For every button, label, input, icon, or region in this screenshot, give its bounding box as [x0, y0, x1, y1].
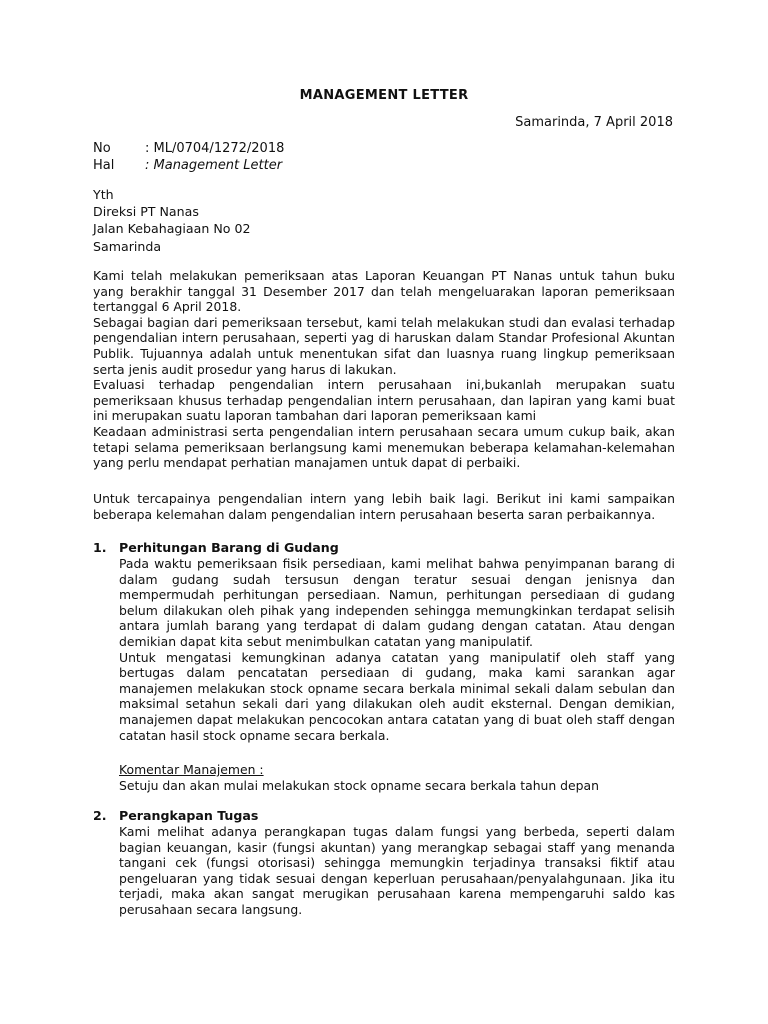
section-body	[119, 824, 675, 918]
section-title: Perangkapan Tugas	[119, 808, 259, 823]
address-line: Jalan Kebahagiaan No 02	[93, 221, 251, 237]
letter-title: MANAGEMENT LETTER	[299, 88, 469, 103]
section-number: 2.	[93, 808, 107, 823]
subject-line	[93, 157, 282, 174]
intro-paragraphs	[93, 268, 675, 471]
intro-paragraph: Evaluasi terhadap pengendalian intern perusahaan ini,bukanlah merupakan suatu pemeriksaan khusus terhadap pengendalian intern perusahaan, dan lapiran yang kami buat ini merupakan suatu laporan tambahan dari laporan pemeriksaan kami	[93, 377, 675, 424]
reference-number-line	[93, 140, 284, 157]
section-title: Perhitungan Barang di Gudang	[119, 540, 339, 555]
intro-paragraph: Kami telah melakukan pemeriksaan atas Laporan Keuangan PT Nanas untuk tahun buku yang berakhir tanggal 31 Desember 2017 dan telah mengeluarakan laporan pemeriksaan tertanggal 6 April 2018.	[93, 268, 675, 315]
address-line: Yth	[93, 187, 114, 202]
hal-label: Hal	[93, 158, 115, 173]
comment-label: Komentar Manajemen :	[119, 762, 264, 777]
hal-value: : Management Letter	[145, 158, 283, 173]
section-paragraph: Untuk mengatasi kemungkinan adanya catatan yang manipulatif oleh staff yang bertugas dalam pencatatan persediaan di gudang, maka kami sarankan agar manajemen melakukan stock opname secara berkala minimal sekali dalam sebulan dan maksimal setahun sekali dari yang dilakukan oleh audit eksternal. Dengan demikian, manajemen dapat melakukan pencocokan antara catatan yang di buat oleh staff dengan catatan hasil stock opname secara berkala.	[119, 649, 675, 743]
intro-paragraph: Sebagai bagian dari pemeriksaan tersebut, kami telah melakukan studi dan evalasi terhadap pengendalian intern perusahaan, seperti yag di haruskan dalam Standar Profesional Akuntan Publik. Tujuannya adalah untuk menentukan sifat dan luasnya ruang lingkup pemeriksaan serta jenis audit prosedur yang harus di lakukan.	[93, 314, 675, 377]
lead-text: Untuk tercapainya pengendalian intern yang lebih baik lagi. Berikut ini kami sampaikan beberapa kelemahan dalam pengendalian intern perusahaan beserta saran perbaikannya.	[93, 491, 675, 522]
address-line: Samarinda	[93, 238, 162, 254]
section-paragraph: Kami melihat adanya perangkapan tugas dalam fungsi yang berbeda, seperti dalam bagian keuangan, kasir (fungsi akuntan) yang merangkap sebagai staff yang menanda tangani cek (fungsi otorisasi) sehingga memungkin terjadinya transaksi fiktif atau pengeluaran yang tidak sesuai dengan keperluan perusahaan/penyalahgunaan. Jika itu terjadi, maka akan sangat merugikan perusahaan karena mempengaruhi saldo kas perusahaan secara langsung.	[119, 824, 675, 917]
section-number: 1.	[93, 540, 107, 555]
intro-paragraph: Keadaan administrasi serta pengendalian intern perusahaan secara umum cukup baik, akan tetapi selama pemeriksaan berlangsung kami menemukan beberapa kelamahan-kelemahan yang perlu mendapat perhatian manajamen untuk dapat di perbaiki.	[93, 423, 675, 471]
section-body	[119, 556, 675, 743]
address-line: Direksi PT Nanas	[93, 204, 199, 220]
place-date: Samarinda, 7 April 2018	[515, 115, 673, 130]
comment-text: Setuju dan akan mulai melakukan stock opname secara berkala tahun depan	[119, 777, 599, 793]
section-paragraph: Pada waktu pemeriksaan fisik persediaan, kami melihat bahwa penyimpanan barang di dalam gudang sudah tersusun dengan teratur sesuai dengan jenisnya dan mempermudah perhitungan persediaan. Namun, perhitungan persediaan di gudang belum dilakukan oleh pihak yang independen sehingga memungkinkan terdapat selisih antara jumlah barang yang terdapat di dalam gudang dengan catatan. Atau dengan demikian dapat kita sebut menimbulkan catatan yang manipulatif.	[119, 556, 675, 649]
no-value: : ML/0704/1272/2018	[145, 141, 285, 156]
recipient-address	[93, 186, 251, 255]
management-comment	[119, 762, 675, 793]
no-label: No	[93, 141, 111, 156]
lead-paragraph	[93, 491, 675, 522]
